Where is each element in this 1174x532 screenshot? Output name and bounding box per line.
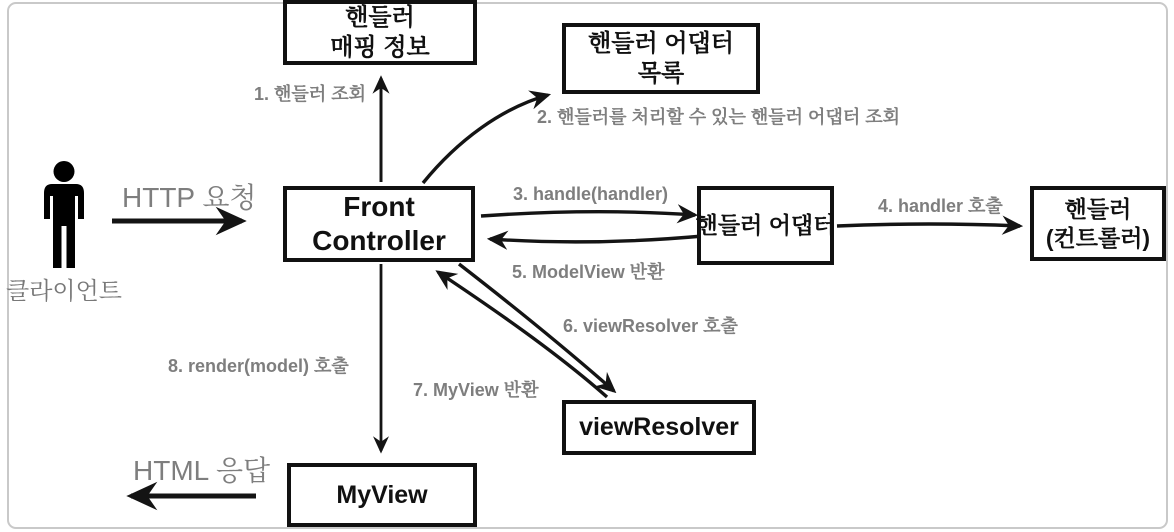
box-view-resolver	[562, 400, 756, 455]
box-front-controller	[283, 186, 475, 262]
http-request-label: HTTP 요청	[122, 182, 257, 213]
step5-label: 5. ModelView 반환	[512, 262, 665, 282]
box-handler-adapter	[697, 186, 834, 265]
arrow-step3	[481, 212, 695, 216]
box-handler-mapping-line1: 핸들러	[345, 4, 415, 32]
box-handler-mapping-line2: 매핑 정보	[330, 33, 430, 61]
step8-label: 8. render(model) 호출	[168, 356, 349, 376]
client-label: 클라이언트	[6, 278, 122, 305]
box-my-view-line1: MyView	[336, 480, 428, 509]
arrow-step2	[423, 95, 548, 183]
step2-label: 2. 핸들러를 처리할 수 있는 핸들러 어댑터 조회	[537, 107, 901, 127]
box-handler-adapter-list-line1: 핸들러 어댑터	[588, 30, 734, 58]
box-my-view	[287, 463, 477, 527]
box-front-controller-line2: Controller	[312, 225, 446, 256]
box-front-controller-line1: Front	[343, 190, 415, 222]
box-handler-controller	[1030, 186, 1166, 261]
step3-label: 3. handle(handler)	[513, 184, 669, 204]
step6-label: 6. viewResolver 호출	[563, 316, 738, 336]
html-response-label: HTML 응답	[133, 455, 271, 486]
box-handler-adapter-list-line2: 목록	[637, 59, 685, 87]
step4-label: 4. handler 호출	[878, 196, 1003, 216]
box-handler-mapping	[283, 0, 477, 65]
step7-label: 7. MyView 반환	[413, 380, 539, 400]
client-person-icon	[36, 160, 92, 272]
box-handler-adapter-line1: 핸들러 어댑터	[695, 212, 836, 239]
arrow-step4	[837, 224, 1020, 226]
box-handler-adapter-list	[562, 23, 760, 94]
arrow-step5	[490, 236, 703, 242]
step1-label: 1. 핸들러 조회	[254, 84, 366, 104]
box-view-resolver-line1: viewResolver	[579, 413, 739, 442]
box-handler-controller-line2: (컨트롤러)	[1045, 224, 1151, 251]
box-handler-controller-line1: 핸들러	[1064, 196, 1132, 223]
